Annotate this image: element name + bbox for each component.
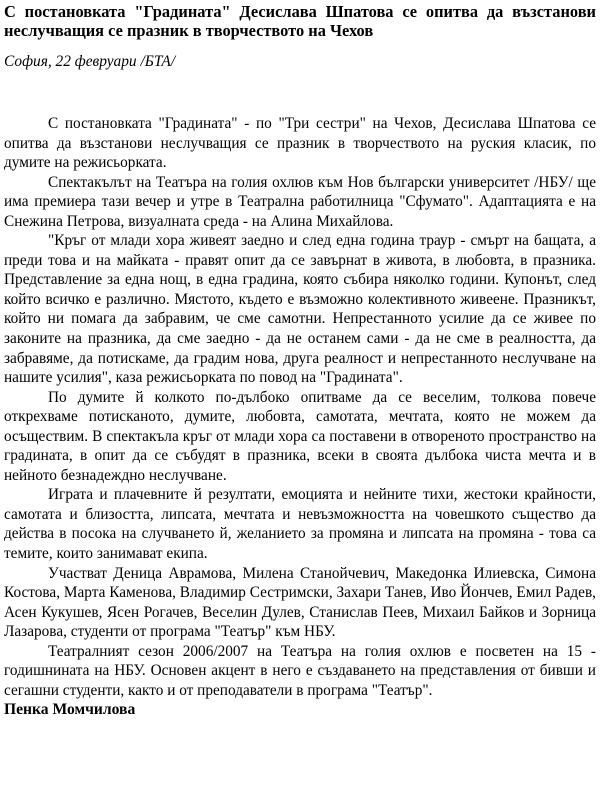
article-paragraph: "Кръг от млади хора живеят заедно и след една година траур - смърт на бащата, а преди това и на майката - правят опит да се завърнат в живота, в любовта, в празника. Представление за една нощ, в една градина, която събира няколко години. Купонът, след който всичко е различно. Мястото, където е възможно колективното живеене. Празникът, който ни помага да забравим, че сме самотни. Непрестанното усилие да се живее по законите на празника, да сме заедно - да не останем сами - да не сме в реалността, да забравяме, да потискаме, да градим нова, друга реалност и непрестанното неслучване на нашите усилия", каза режисьорката по повод на "Градината".	[4, 232, 596, 387]
article-dateline: София, 22 февруари /БТА/	[4, 53, 176, 70]
article-paragraph: По думите й колкото по-дълбоко опитваме да се веселим, толкова повече открехваме потисканото, думите, любовта, самотата, мечтата, която не можем да осъществим. В спектакъла кръг от млади хора са поставени в отвореното пространство на градината, в опит да се събудят в празника, всеки в своята дълбока чиста мечта и в нейното безнадеждно неслучване.	[4, 388, 596, 484]
article-body	[4, 114, 596, 720]
article-paragraph: Играта и плачевните й резултати, емоцията и нейните тихи, жестоки крайности, самотата и близостта, липсата, мечтата и невъзможността на човешкото същество да действа в посока на случването й, желанието за промяна и липсата на промяна - това са темите, които занимават екипа.	[4, 486, 596, 563]
article-paragraph: Участват Деница Аврамова, Милена Станойчевич, Македонка Илиевска, Симона Костова, Марта Каменова, Владимир Сестримски, Захари Танев, Иво Йончев, Емил Радев, Асен Кукушев, Ясен Рогачев, Веселин Дулев, Станислав Пеев, Михаил Байков и Зорница Лазарова, студенти от програма "Театър" към НБУ.	[4, 564, 596, 641]
article-paragraph: Театралният сезон 2006/2007 на Театъра на голия охлюв е посветен на 15 - годишнината на НБУ. Основен акцент в него е създаването на представления от бивши и сегашни студенти, както и от преподаватели в програма "Театър".	[4, 642, 596, 699]
article-headline: С постановката "Градината" Десислава Шпатова се опитва да възстанови неслучващия се празник в творчеството на Чехов	[4, 2, 596, 40]
article-author: Пенка Момчилова	[4, 701, 136, 719]
article-paragraph: Спектакълът на Театъра на голия охлюв към Нов български университет /НБУ/ ще има премиера тази вечер и утре в Театрална работилница "Сфумато". Адаптацията е на Снежина Петрова, визуалната среда - на Алина Михайлова.	[4, 173, 596, 230]
article-paragraph: С постановката "Градината" - по "Три сестри" на Чехов, Десислава Шпатова се опитва да възстанови неслучващия се празник в творчеството на руския класик, по думите на режисьорката.	[4, 115, 596, 172]
